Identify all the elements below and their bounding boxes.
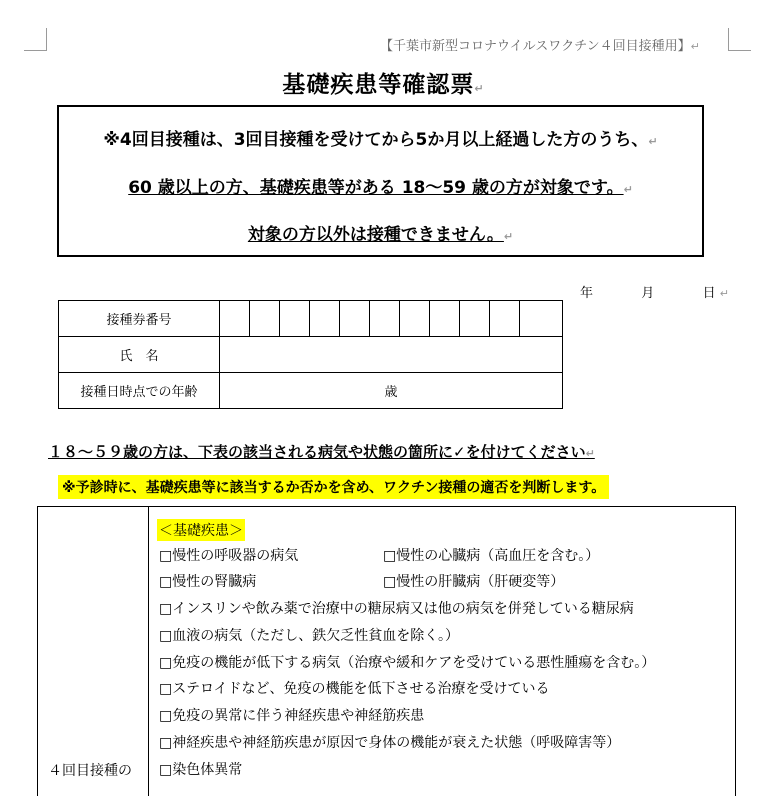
age-label: 接種日時点での年齢: [59, 373, 220, 409]
section-title: ＜基礎疾患＞: [157, 519, 245, 541]
paragraph-mark-icon: ↵: [690, 40, 700, 53]
notice-box: [57, 105, 704, 257]
notice-line-1: [59, 125, 702, 150]
condition-checkbox[interactable]: □神経疾患や神経筋疾患が原因で身体の機能が衰えた状態（呼吸障害等）: [159, 735, 621, 751]
crop-mark-top-right: [728, 28, 751, 51]
ticket-digit-box[interactable]: [490, 301, 520, 336]
age-field[interactable]: [220, 373, 563, 409]
title-text: 基礎疾患等確認票: [282, 72, 475, 98]
header-note: [380, 35, 700, 54]
ticket-digit-box[interactable]: [250, 301, 280, 336]
paragraph-mark-icon: ↵: [503, 230, 514, 243]
ticket-digit-box[interactable]: [370, 301, 400, 336]
ticket-digit-box[interactable]: [220, 301, 250, 336]
name-label: 氏 名: [59, 337, 220, 373]
ticket-digit-box[interactable]: [430, 301, 460, 336]
date-month-label: 月: [641, 286, 655, 301]
ticket-digit-box[interactable]: [280, 301, 310, 336]
condition-checkbox[interactable]: □インスリンや飲み薬で治療中の糖尿病又は他の病気を併発している糖尿病: [159, 601, 634, 617]
highlight-note: ※予診時に、基礎疾患等に該当するか否かを含め、ワクチン接種の適否を判断します。: [58, 475, 609, 499]
paragraph-mark-icon: ↵: [648, 135, 658, 148]
paragraph-mark-icon: ↵: [719, 287, 729, 300]
ticket-row: [59, 301, 563, 337]
notice-line-3: [59, 220, 702, 245]
age-row: [59, 373, 563, 409]
registration-table: [58, 300, 563, 409]
ticket-digit-boxes: [220, 301, 562, 336]
paragraph-mark-icon: ↵: [623, 183, 633, 196]
condition-table-divider: [148, 506, 149, 796]
paragraph-mark-icon: ↵: [585, 447, 595, 460]
condition-checkbox[interactable]: □慢性の肝臓病（肝硬変等）: [383, 574, 565, 590]
condition-checkbox[interactable]: □慢性の心臓病（高血圧を含む。）: [383, 548, 600, 564]
header-note-text: 【千葉市新型コロナウイルスワクチン４回目接種用】: [380, 39, 691, 54]
condition-checkbox[interactable]: □染色体異常: [159, 762, 243, 778]
ticket-digit-box[interactable]: [460, 301, 490, 336]
ticket-digit-box[interactable]: [310, 301, 340, 336]
paragraph-mark-icon: ↵: [474, 82, 485, 95]
condition-checkbox[interactable]: □血液の病気（ただし、鉄欠乏性貧血を除く。）: [159, 628, 459, 644]
page-title: [0, 66, 767, 99]
date-year-label: 年: [580, 286, 594, 301]
date-line: [580, 282, 729, 301]
age-unit: 歳: [384, 385, 398, 400]
side-label: ４回目接種の: [48, 763, 132, 779]
ticket-digit-box[interactable]: [340, 301, 370, 336]
condition-checkbox[interactable]: □慢性の腎臓病: [159, 574, 257, 590]
notice-line-3-text: 対象の方以外は接種できません。: [247, 225, 504, 245]
ticket-digit-box[interactable]: [400, 301, 430, 336]
condition-checkbox[interactable]: □免疫の機能が低下する病気（治療や緩和ケアを受けている悪性腫瘍を含む。）: [159, 655, 656, 671]
ticket-digit-box[interactable]: [520, 301, 550, 336]
date-day-label: 日: [702, 286, 716, 301]
notice-line-2: [59, 173, 702, 198]
notice-line-1-text: ※4回目接種は、3回目接種を受けてから5か月以上経過した方のうち、: [103, 130, 649, 150]
crop-mark-top-left: [24, 28, 47, 51]
instruction-text: [48, 441, 595, 462]
name-row: [59, 337, 563, 373]
condition-checkbox[interactable]: □免疫の異常に伴う神経疾患や神経筋疾患: [159, 708, 425, 724]
ticket-number-label: 接種券番号: [59, 301, 220, 337]
name-field[interactable]: [220, 337, 563, 373]
notice-line-2-text: 60 歳以上の方、基礎疾患等がある 18～59 歳の方が対象です。: [128, 178, 624, 198]
condition-checkbox[interactable]: □ステロイドなど、免疫の機能を低下させる治療を受けている: [159, 681, 550, 697]
instruction-label: １８～５９歳の方は、下表の該当される病気や状態の箇所に✓を付けてください: [48, 443, 586, 461]
ticket-number-field[interactable]: [220, 301, 563, 337]
condition-checkbox[interactable]: □慢性の呼吸器の病気: [159, 548, 299, 564]
